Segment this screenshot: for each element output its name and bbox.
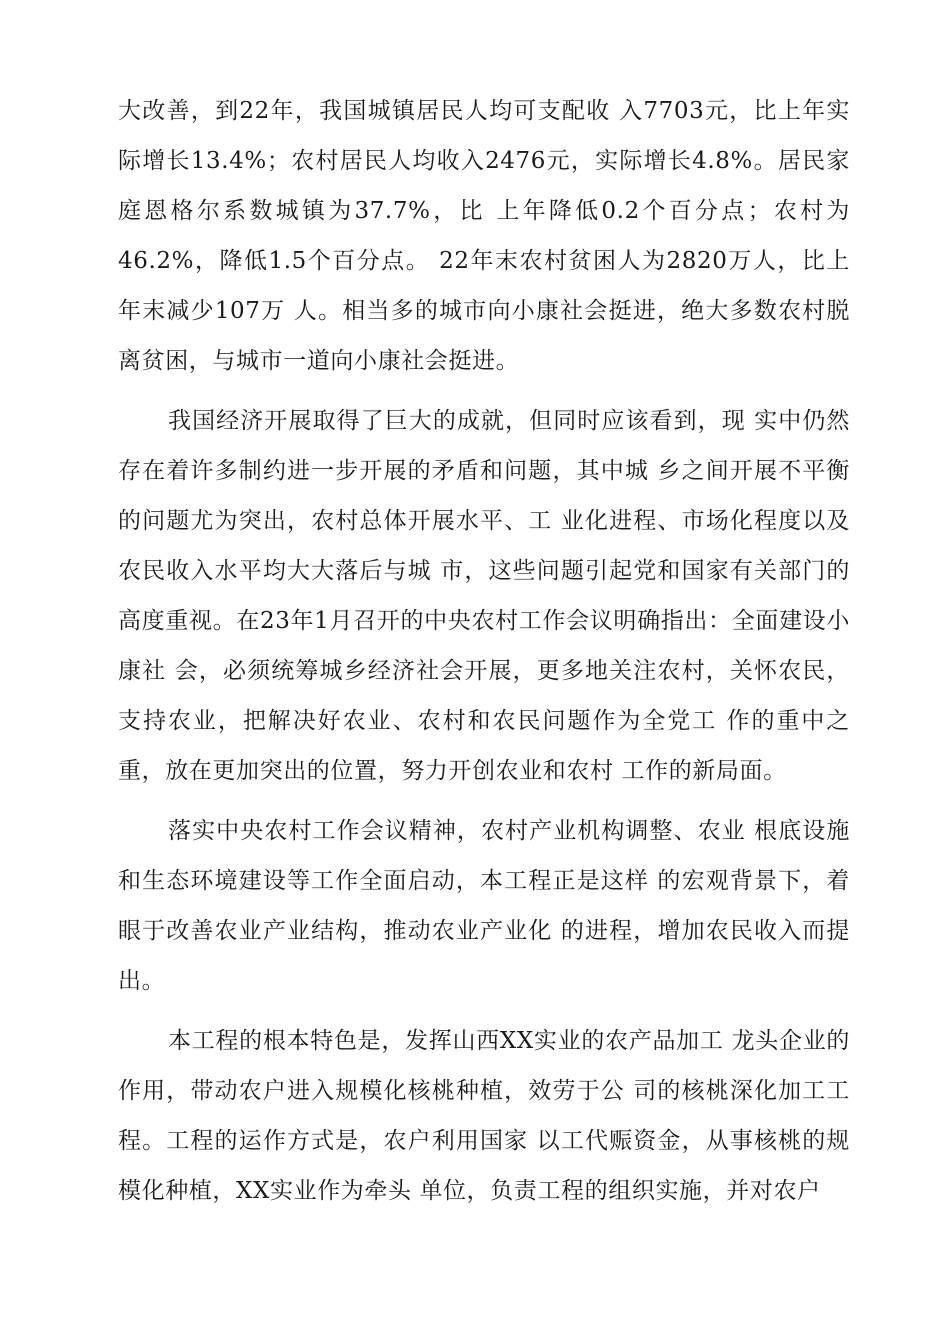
paragraph-1: 大改善，到22年，我国城镇居民人均可支配收 入7703元，比上年实际增长13.4%；农村居民人均收入2476元，实际增长4.8%。居民家庭恩格尔系数城镇为37.7%，比 上年降低0.2个百分点；农村为46.2%，降低1.5个百分点。 22年末农村贫困人为2820万人，比上年末减少107万 人。相当多的城市向小康社会挺进，绝大多数农村脱离贫困，与城市一道向小康社会挺进。: [118, 98, 850, 374]
document-page: [118, 86, 850, 1226]
paragraph-4: 本工程的根本特色是，发挥山西XX实业的农产品加工 龙头企业的作用，带动农户进入规模化核桃种植，效劳于公 司的核桃深化加工工程。工程的运作方式是，农户利用国家 以工代赈资金，从事核桃的规模化种植，XX实业作为牵头 单位，负责工程的组织实施，并对农户: [118, 1028, 850, 1204]
paragraph-2: 我国经济开展取得了巨大的成就，但同时应该看到，现 实中仍然存在着许多制约进一步开展的矛盾和问题，其中城 乡之间开展不平衡的问题尤为突出，农村总体开展水平、工 业化进程、市场化程度以及农民收入水平均大大落后与城 市，这些问题引起党和国家有关部门的高度重视。在23年1月召开的中央农村工作会议明确指出：全面建设小康社 会，必须统筹城乡经济社会开展，更多地关注农村，关怀农民，支持农业，把解决好农业、农村和农民问题作为全党工 作的重中之重，放在更加突出的位置，努力开创农业和农村 工作的新局面。: [118, 408, 850, 784]
paragraph-3: 落实中央农村工作会议精神，农村产业机构调整、农业 根底设施和生态环境建设等工作全面启动，本工程正是这样 的宏观背景下，着眼于改善农业产业结构，推动农业产业化 的进程，增加农民收入而提出。: [118, 818, 850, 994]
